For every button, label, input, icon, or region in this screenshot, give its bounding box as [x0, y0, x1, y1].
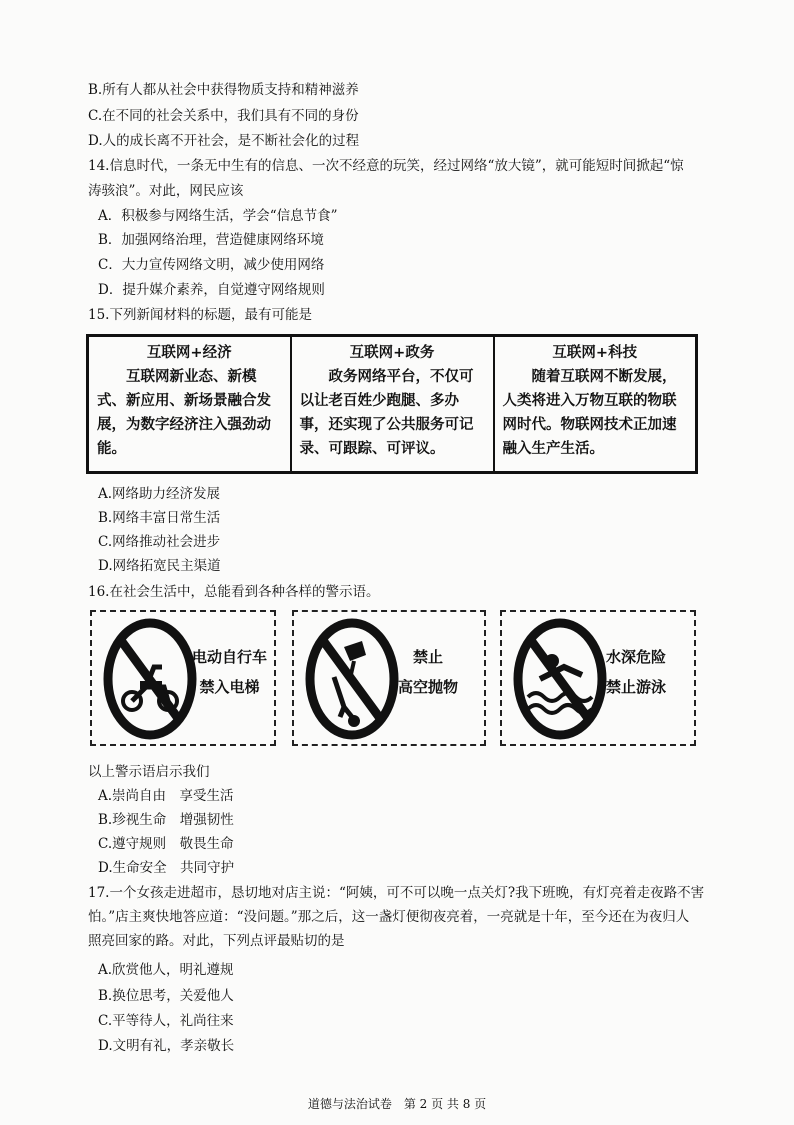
q17-option-d: D.文明有礼，孝亲敬长 — [98, 1038, 235, 1054]
q16-option-d: D.生命安全 共同守护 — [98, 860, 235, 876]
sign-line1: 禁止 — [413, 648, 444, 666]
news-cell-technology — [494, 336, 697, 473]
q17-stem-line2: 怕。”店主爽快地答应道：“没问题。”那之后，这一盏灯便彻夜亮着，一亮就是十年，至今还在为夜归人 — [88, 909, 690, 925]
warning-sign-ebike — [90, 610, 276, 746]
q13-option-d: D.人的成长离不开社会，是不断社会化的过程 — [88, 133, 360, 149]
q14-stem-line2: 涛骇浪”。对此，网民应该 — [88, 183, 244, 199]
q17-stem-line3: 照亮回家的路。对此，下列点评最贴切的是 — [88, 933, 345, 949]
news-cell-government — [291, 336, 494, 473]
q14-option-c: C．大力宣传网络文明，减少使用网络 — [98, 257, 325, 273]
no-throwing-icon — [304, 617, 400, 741]
news-cell-economy — [88, 336, 291, 473]
news-body: 互联网新业态、新模式、新应用、新场景融合发展，为数字经济注入强劲动能。 — [97, 369, 271, 457]
q14-stem-line1: 14.信息时代，一条无中生有的信息、一次不经意的玩笑，经过网络“放大镜”，就可能短时间掀起“惊 — [88, 158, 684, 174]
q16-question: 以上警示语启示我们 — [88, 764, 210, 780]
warning-sign-throwing — [292, 610, 486, 746]
q17-option-b: B.换位思考，关爱他人 — [98, 988, 234, 1004]
page-footer: 道德与法治试卷 第 2 页 共 8 页 — [307, 1097, 487, 1111]
q14-option-d: D．提升媒介素养，自觉遵守网络规则 — [98, 282, 325, 298]
q15-option-c: C.网络推动社会进步 — [98, 534, 221, 550]
sign-line2: 高空抛物 — [398, 678, 459, 696]
sign-line2: 禁入电梯 — [199, 678, 260, 696]
q15-option-d: D.网络拓宽民主渠道 — [98, 558, 221, 574]
news-title: 互联网+科技 — [552, 345, 638, 361]
q16-option-b: B.珍视生命 增强韧性 — [98, 812, 234, 828]
q15-stem: 15.下列新闻材料的标题，最有可能是 — [88, 307, 312, 323]
sign-line1: 水深危险 — [606, 648, 667, 666]
q15-option-b: B.网络丰富日常生活 — [98, 510, 221, 526]
q16-option-c: C.遵守规则 敬畏生命 — [98, 836, 234, 852]
q17-stem-line1: 17.一个女孩走进超市，恳切地对店主说：“阿姨，可不可以晚一点关灯?我下班晚，有灯亮着走夜路不害 — [88, 885, 705, 901]
no-swimming-icon — [512, 617, 608, 741]
warning-sign-swimming — [500, 610, 696, 746]
q14-option-b: B．加强网络治理，营造健康网络环境 — [98, 232, 324, 248]
q17-option-a: A.欣赏他人，明礼遵规 — [98, 962, 234, 978]
q14-option-a: A．积极参与网络生活，学会“信息节食” — [98, 208, 338, 224]
q13-option-c: C.在不同的社会关系中，我们具有不同的身份 — [88, 108, 359, 124]
q13-option-b: B.所有人都从社会中获得物质支持和精神滋养 — [88, 82, 359, 98]
q16-option-a: A.崇尚自由 享受生活 — [98, 788, 234, 804]
news-body: 政务网络平台，不仅可以让老百姓少跑腿、多办事，还实现了公共服务可记录、可跟踪、可评议。 — [299, 369, 474, 457]
q15-news-table — [86, 334, 698, 474]
news-title: 互联网+经济 — [146, 345, 232, 361]
e-bike-prohibited-icon — [102, 617, 198, 741]
news-title: 互联网+政务 — [349, 345, 435, 361]
q16-stem: 16.在社会生活中，总能看到各种各样的警示语。 — [88, 584, 380, 600]
q15-option-a: A.网络助力经济发展 — [98, 486, 221, 502]
sign-line1: 电动自行车 — [192, 648, 268, 666]
news-body: 随着互联网不断发展，人类将进入万物互联的物联网时代。物联网技术正加速融入生产生活。 — [502, 369, 677, 457]
q17-option-c: C.平等待人，礼尚往来 — [98, 1013, 234, 1029]
sign-line2: 禁止游泳 — [606, 678, 667, 696]
